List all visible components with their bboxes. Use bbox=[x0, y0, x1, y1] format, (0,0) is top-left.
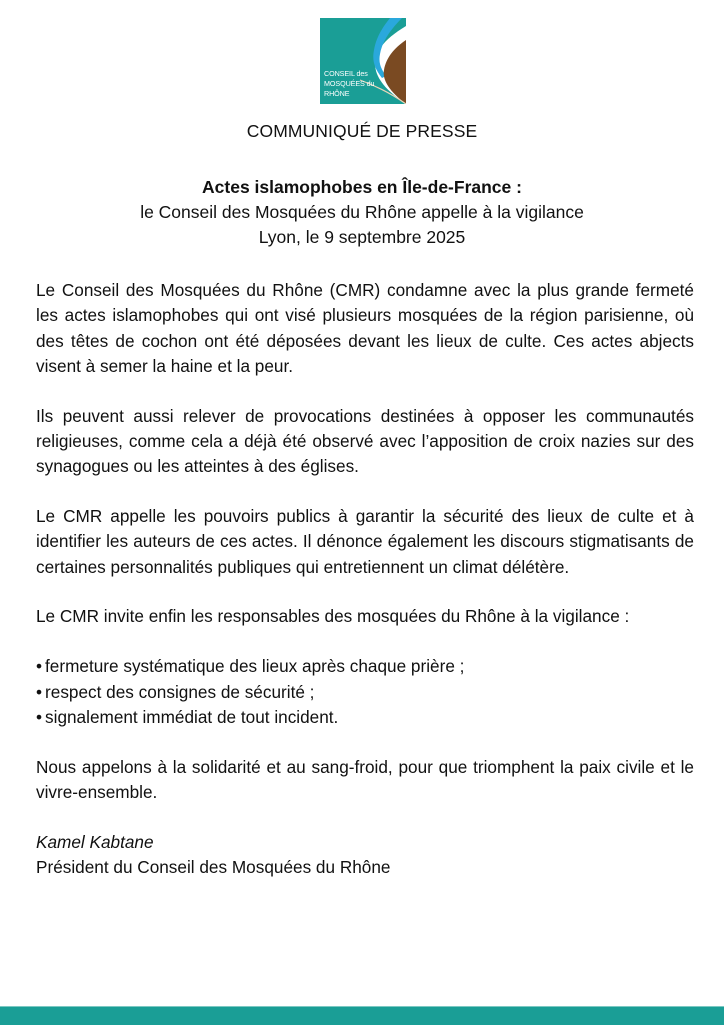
signatory-role: Président du Conseil des Mosquées du Rhône bbox=[36, 857, 391, 878]
list-item-text: fermeture systématique des lieux après chaque prière ; bbox=[45, 656, 465, 677]
paragraph: Le CMR invite enfin les responsables des mosquées du Rhône à la vigilance : bbox=[36, 606, 630, 627]
headline-subtitle: le Conseil des Mosquées du Rhône appelle à la vigilance bbox=[140, 202, 584, 222]
list-item bbox=[36, 705, 694, 730]
press-release-label: COMMUNIQUÉ DE PRESSE bbox=[246, 121, 478, 141]
list-item-text: respect des consignes de sécurité ; bbox=[45, 681, 315, 702]
closing-paragraph: Nous appelons à la solidarité et au sang-froid, pour que triomphent la paix civile et le vivre-ensemble. bbox=[36, 756, 694, 802]
list-item bbox=[36, 654, 694, 679]
dateline: Lyon, le 9 septembre 2025 bbox=[258, 227, 466, 247]
paragraph: Le CMR appelle les pouvoirs publics à garantir la sécurité des lieux de culte et à identifier les auteurs de ces actes. Il dénonce également les discours stigmatisants de certaines personnalités publiques qui entretiennent un climat délétère. bbox=[36, 506, 694, 577]
logo-line-2: MOSQUÉES du bbox=[324, 79, 375, 88]
list-item-text: signalement immédiat de tout incident. bbox=[45, 706, 339, 727]
vigilance-list bbox=[36, 654, 694, 730]
paragraph: Ils peuvent aussi relever de provocations destinées à opposer les communautés religieuses, comme cela a déjà été observé avec l’apposition de croix nazies sur des synagogues ou les atteintes à des églises. bbox=[36, 405, 694, 477]
bullet-icon: • bbox=[36, 681, 43, 702]
logo-wordmark bbox=[324, 69, 374, 99]
paragraph: Le Conseil des Mosquées du Rhône (CMR) condamne avec la plus grande fermeté les actes islamophobes qui ont visé plusieurs mosquées de la région parisienne, où des têtes de cochon ont été déposées devant les lieux de culte. Ces actes abjects visent à semer la haine et la peur. bbox=[36, 280, 694, 376]
release-body bbox=[36, 278, 694, 880]
signatory-name: Kamel Kabtane bbox=[36, 831, 154, 852]
signature bbox=[36, 830, 694, 881]
cmr-logo bbox=[320, 18, 406, 104]
headline-title: Actes islamophobes en Île-de-France : bbox=[202, 177, 522, 197]
bullet-icon: • bbox=[36, 706, 43, 727]
list-item bbox=[36, 680, 694, 705]
logo-line-1: CONSEIL des bbox=[324, 69, 368, 78]
headline bbox=[0, 175, 724, 250]
bullet-icon: • bbox=[36, 656, 43, 677]
logo-line-3: RHÔNE bbox=[324, 89, 350, 98]
footer-bar bbox=[0, 1006, 724, 1025]
